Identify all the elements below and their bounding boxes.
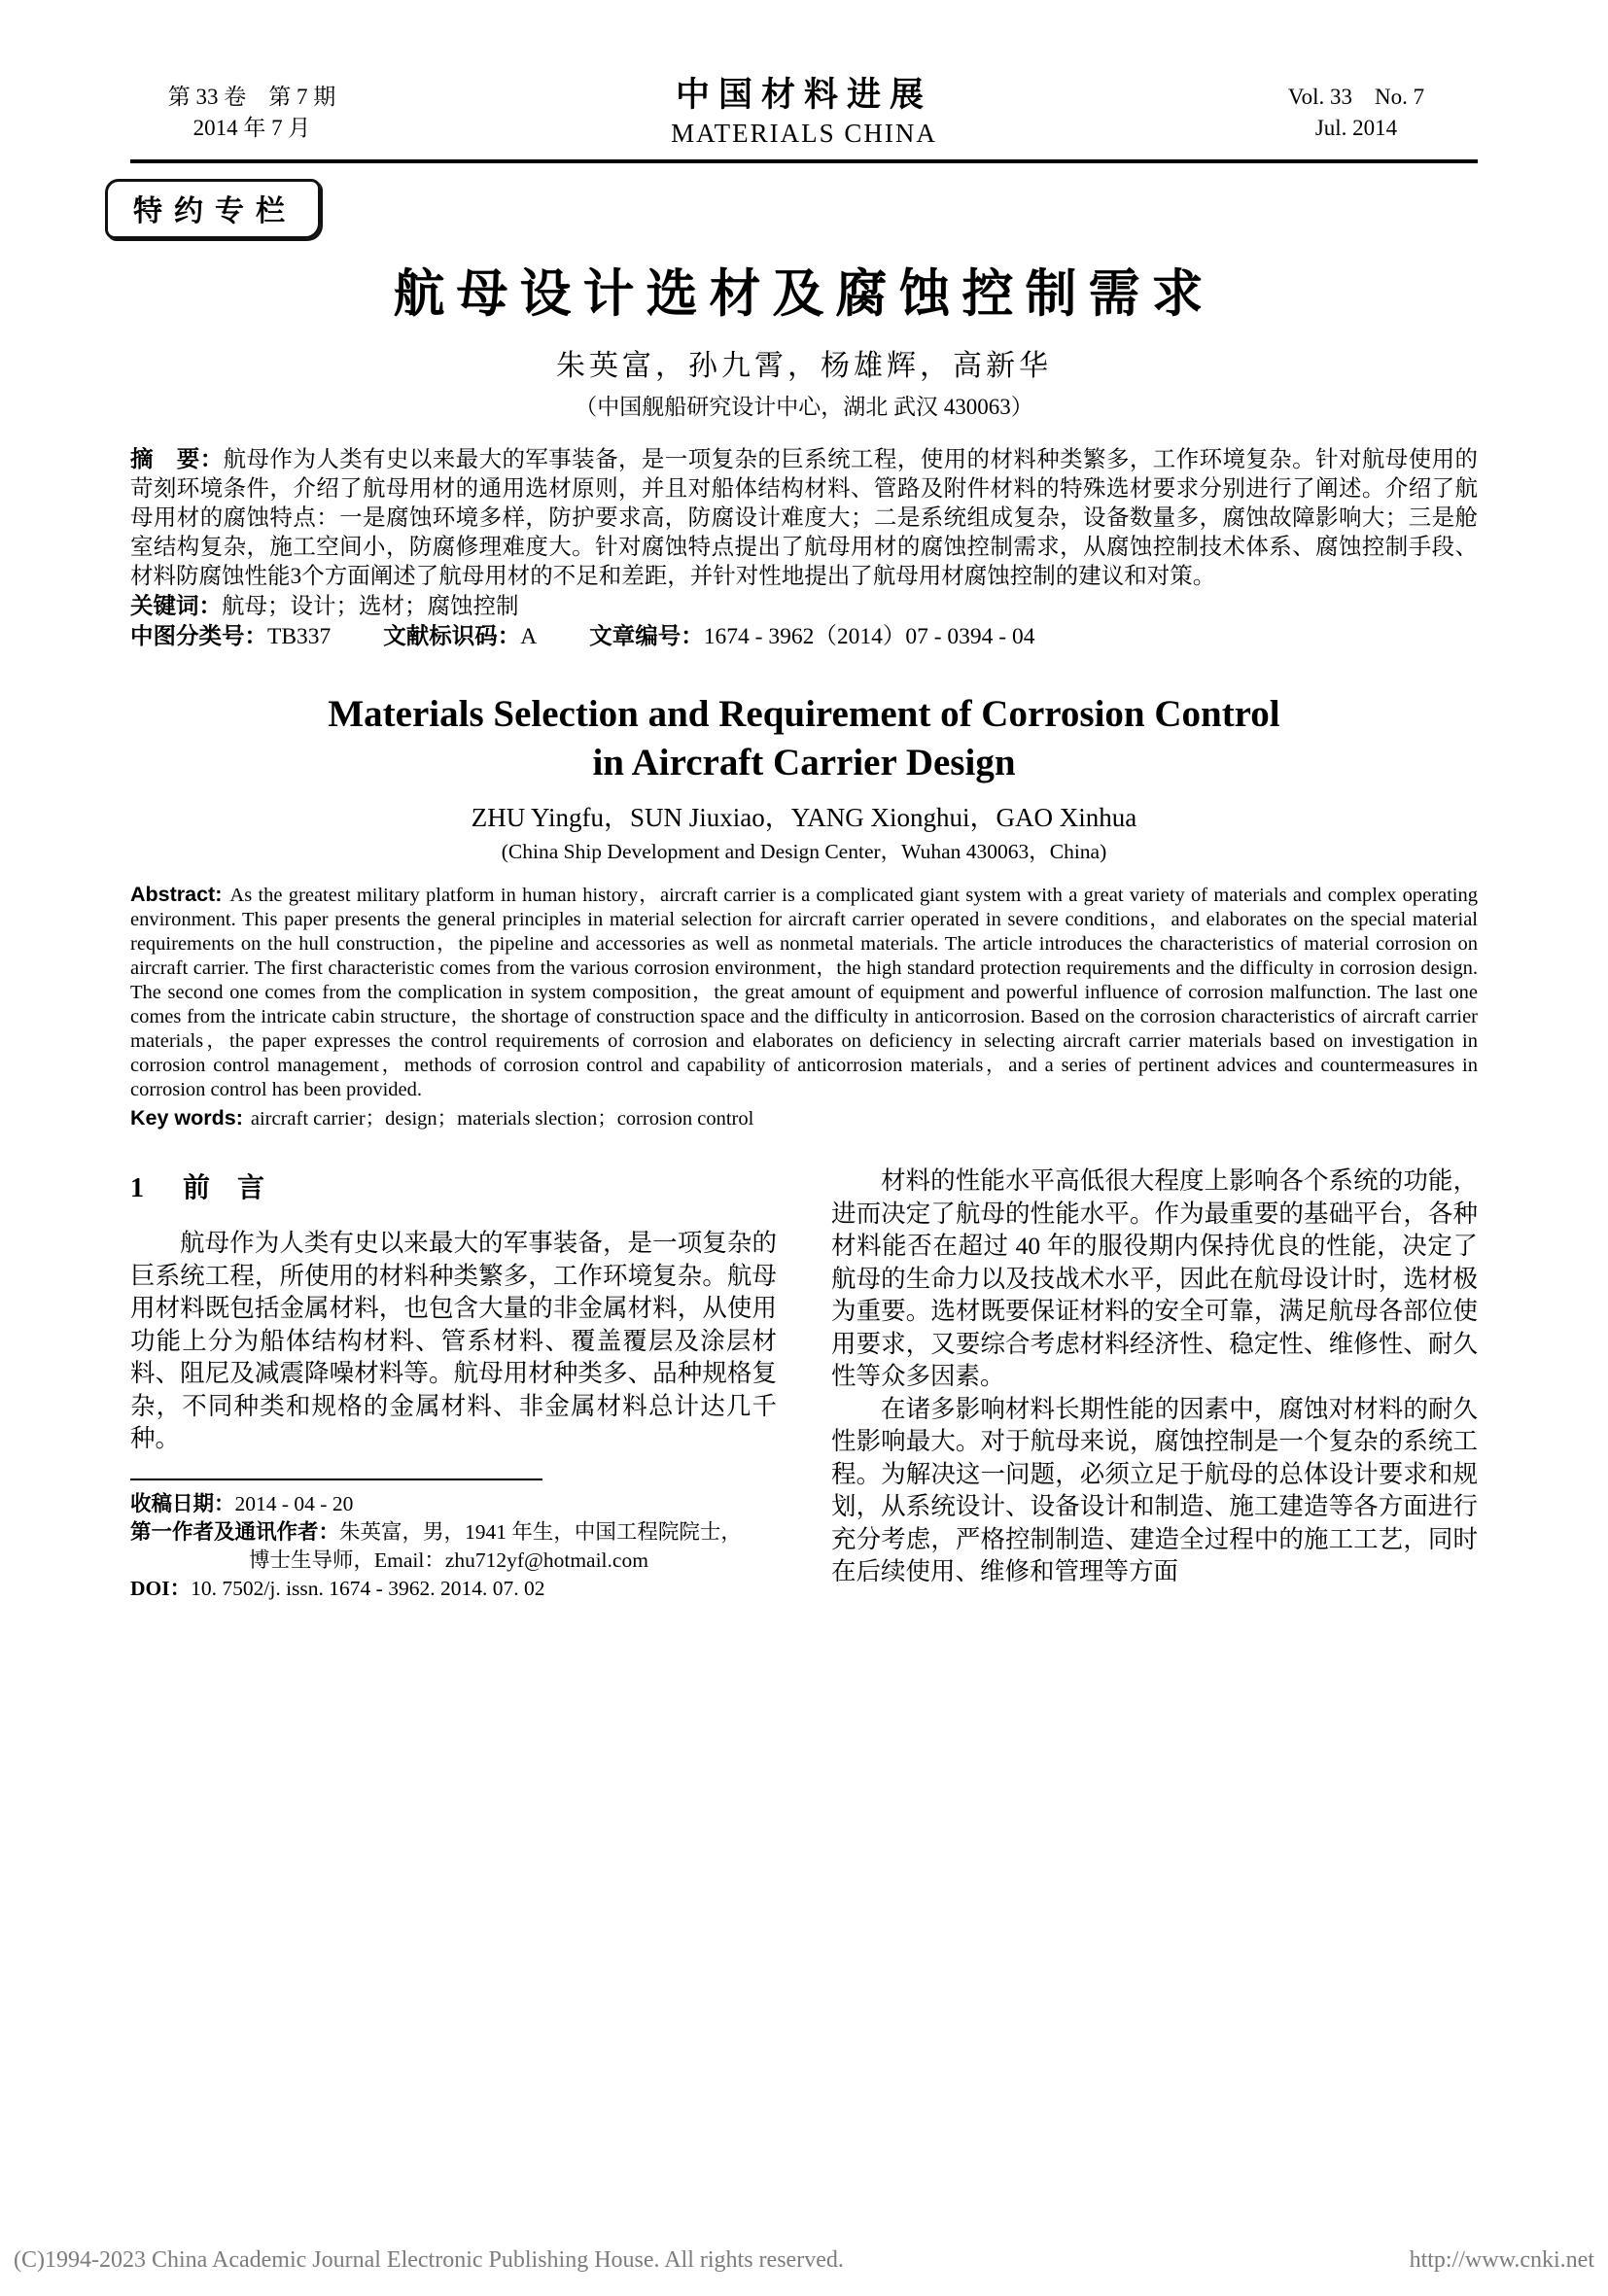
keywords-cn [130, 592, 1478, 621]
right-column [831, 1165, 1478, 1603]
intro-paragraph: 航母作为人类有史以来最大的军事装备，是一项复杂的巨系统工程，所使用的材料种类繁多，工作环境复杂。航母用材料既包括金属材料，也包含大量的非金属材料，从使用功能上分为船体结构材料、管系材料、覆盖覆层及涂层材料、阻尼及减震降噪材料等。航母用材种类多、品种规格复杂，不同种类和规格的金属材料、非金属材料总计达几千种。 [130, 1229, 777, 1452]
affiliation-en: (China Ship Development and Design Center，Wuhan 430063，China) [501, 840, 1107, 863]
first-author-line [130, 1518, 777, 1547]
classification-line [130, 622, 1478, 651]
article-title-en-line1: Materials Selection and Requirement of Corrosion Control [328, 693, 1280, 735]
keywords-cn-label: 关键词： [130, 594, 222, 619]
special-column-badge [105, 179, 321, 239]
masthead-rule [130, 159, 1478, 163]
abstract-cn-text: 航母作为人类有史以来最大的军事装备，是一项复杂的巨系统工程，使用的材料种类繁多，工作环境复杂。针对航母使用的苛刻环境条件，介绍了航母用材的通用选材原则，并且对船体结构材料、管路及附件材料的特殊选材要求分别进行了阐述。介绍了航母用材的腐蚀特点：一是腐蚀环境多样，防护要求高，防腐设计难度大；二是系统组成复杂，设备数量多，腐蚀故障影响大；三是舱室结构复杂，施工空间小，防腐修理难度大。针对腐蚀特点提出了航母用材的腐蚀控制需求，从腐蚀控制技术体系、腐蚀控制手段、材料防腐蚀性能3个方面阐述了航母用材的不足和差距，并针对性地提出了航母用材腐蚀控制的建议和对策。 [130, 447, 1479, 589]
section-1-number: 1 [130, 1173, 144, 1203]
journal-title-cn: 中国材料进展 [675, 76, 932, 114]
body-paragraph-corrosion-control: 在诸多影响材料长期性能的因素中，腐蚀对材料的耐久性影响最大。对于航母来说，腐蚀控制是一个复杂的系统工程。为解决这一问题，必须立足于航母的总体设计要求和规划，从系统设计、设备设计和制造、施工建造等各方面进行充分考虑，严格控制制造、建造全过程中的施工工艺，同时在后续使用、维修和管理等方面 [831, 1394, 1478, 1585]
abstract-en-label: Abstract: [130, 883, 223, 906]
cnki-footer [0, 2245, 1608, 2275]
section-1-title: 前 言 [183, 1173, 265, 1203]
abstract-cn-label: 摘 要： [130, 447, 224, 472]
authors-en: ZHU Yingfu，SUN Jiuxiao，YANG Xionghui，GAO Xinhua [471, 803, 1137, 832]
footnote-block [130, 1478, 777, 1603]
doi-value: 10. 7502/j. issn. 1674 - 3962. 2014. 07. 02 [191, 1576, 545, 1600]
first-author-label: 第一作者及通讯作者： [130, 1519, 340, 1544]
issue-date-en: Jul. 2014 [1314, 116, 1398, 140]
first-author-line-2: 博士生导师，Email：zhu712yf@hotmail.com [249, 1548, 648, 1572]
cnki-copyright-text: (C)1994-2023 China Academic Journal Electronic Publishing House. All rights reserved. [14, 2247, 844, 2273]
keywords-cn-text: 航母；设计；选材；腐蚀控制 [222, 594, 519, 619]
first-author-value: 朱英富，男，1941 年生，中国工程院院士， [339, 1519, 742, 1544]
masthead-volume-block [1235, 82, 1478, 144]
issue-number-cn: 第 33 卷 第 7 期 [167, 85, 336, 109]
affiliation-cn: （中国舰船研究设计中心，湖北 武汉 430063） [575, 395, 1033, 419]
clc-label: 中图分类号： [130, 624, 267, 649]
doi-label: DOI： [130, 1576, 192, 1600]
left-column [130, 1165, 777, 1603]
keywords-en-label: Key words: [130, 1106, 243, 1130]
body-paragraph-materials-performance: 材料的性能水平高低很大程度上影响各个系统的功能，进而决定了航母的性能水平。作为最重要的基础平台，各种材料能否在超过 40 年的服役期内保持优良的性能，决定了航母的生命力以及技战术水平，因此在航母设计时，选材极为重要。选材既要保证材料的安全可靠，满足航母各部位使用要求，又要综合考虑材料经济性、稳定性、维修性、耐久性等众多因素。 [831, 1166, 1478, 1390]
cnki-url: http://www.cnki.net [1409, 2247, 1594, 2273]
doc-code-value: A [520, 624, 538, 649]
issue-date-cn: 2014 年 7 月 [192, 116, 311, 140]
keywords-en [130, 1105, 1478, 1131]
article-id-label: 文章编号： [589, 624, 704, 649]
received-date-line [130, 1490, 777, 1518]
section-1-heading [130, 1172, 777, 1205]
article-title-en [130, 690, 1478, 787]
clc-value: TB337 [267, 624, 332, 649]
authors-cn: 朱英富，孙九霄，杨雄辉，高新华 [556, 350, 1052, 382]
article-title-cn: 航母设计选材及腐蚀控制需求 [393, 266, 1215, 323]
keywords-en-text: aircraft carrier；design；materials slection；corrosion control [250, 1108, 754, 1130]
masthead-issue-block [130, 82, 373, 144]
journal-title-en: MATERIALS CHINA [671, 119, 937, 148]
doc-code-label: 文献标识码： [383, 624, 521, 649]
doi-line [130, 1575, 777, 1603]
masthead-journal-block [373, 76, 1235, 150]
journal-masthead [130, 76, 1478, 150]
footnote-rule [130, 1478, 542, 1480]
received-date-label: 收稿日期： [130, 1491, 235, 1515]
volume-number-en: Vol. 33 No. 7 [1287, 85, 1425, 109]
abstract-cn [130, 445, 1478, 591]
special-column-badge-label: 特约专栏 [133, 195, 297, 227]
article-title-en-line2: in Aircraft Carrier Design [592, 742, 1016, 783]
body-columns [130, 1165, 1478, 1603]
article-id-value: 1674 - 3962（2014）07 - 0394 - 04 [703, 624, 1035, 649]
abstract-en-text: As the greatest military platform in human history，aircraft carrier is a complicated giant system with a great variety of materials and complex operating environment. This paper presents the general principles in material selection for aircraft carrier operated in severe conditions，and elaborates on the special material requirements on the hull construction，the pipeline and accessories as well as nonmetal materials. The article introduces the characteristics of material corrosion on aircraft carrier. The first characteristic comes from the various corrosion environment，the high standard protection requirements and the difficulty in corrosion design. The second one comes from the complication in system composition，the great amount of equipment and powerful influence of corrosion malfunction. The last one comes from the intricate cabin structure，the shortage of construction space and the difficulty in anticorrosion. Based on the corrosion characteristics of aircraft carrier materials，the paper expresses the control requirements of corrosion and elaborates on deficiency in selecting aircraft carrier materials based on investigation in corrosion control management，methods of corrosion control and capability of anticorrosion materials，and a series of pertinent advices and countermeasures in corrosion control has been provided. [130, 885, 1478, 1100]
received-date-value: 2014 - 04 - 20 [234, 1491, 354, 1515]
abstract-en [130, 883, 1478, 1102]
